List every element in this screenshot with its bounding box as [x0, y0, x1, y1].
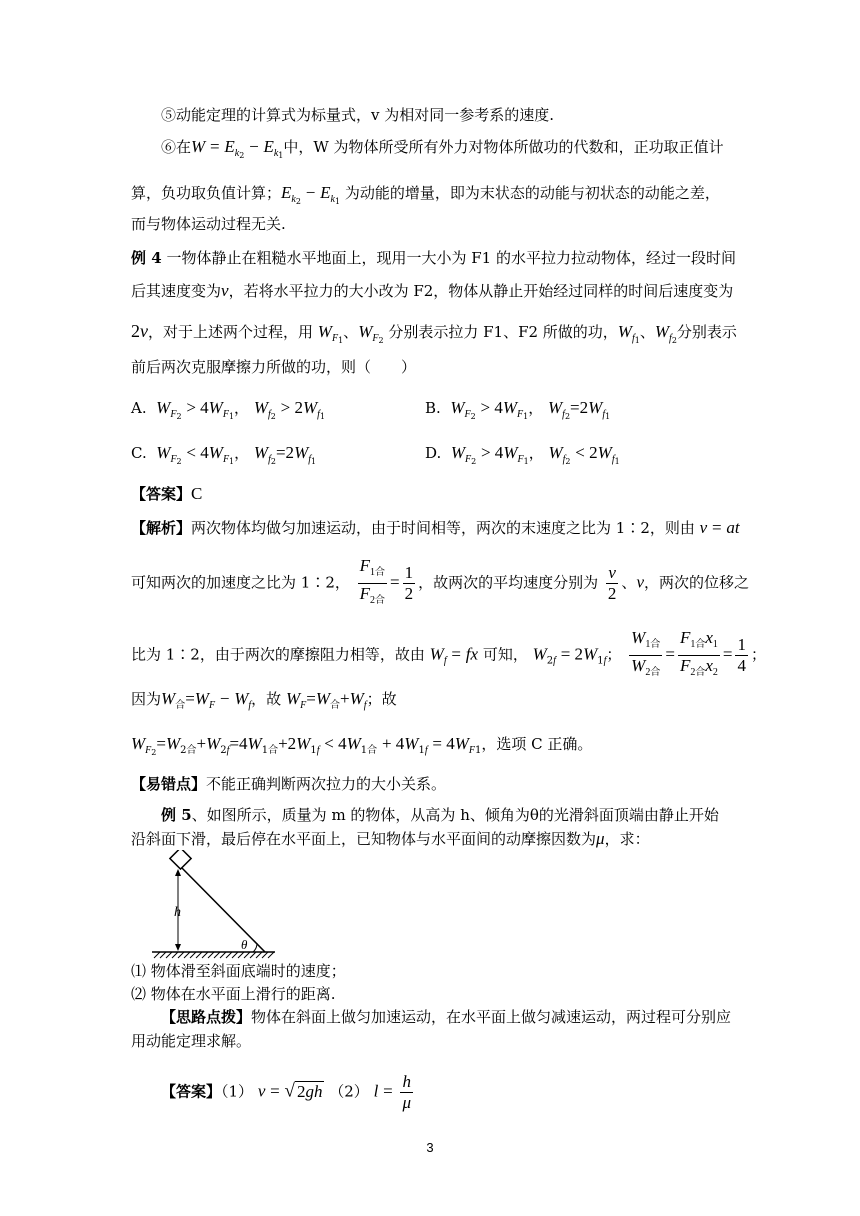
note-6-line2: 算，负功取负值计算；$E_{k_2} - E_{k_1}$ 为动能的增量，即为末状态的动能与初状态的动能之差， [131, 183, 720, 206]
option-c: C. $W_{F_2} < 4W_{F_1}$， $W_{f_2}=2W_{f_1}$ [131, 443, 317, 466]
analysis-line5: $W_{F_2}=W_{2合}+W_{2f}=4W_{1合}+2W_{1f} < 4W_{1合} + 4W_{1f} = 4W_{F1}$，选项 C 正确。 [131, 734, 593, 757]
note-6-line3: 而与物体运动过程无关. [131, 215, 286, 233]
option-d: D. $W_{F_2} > 4W_{F_1}$， $W_{f_2} < 2W_{f_1}$ [425, 443, 620, 466]
page-number: 3 [426, 1140, 434, 1155]
option-a: A. $W_{F_2} > 4W_{F_1}$， $W_{f_2} > 2W_{f_1}$ [131, 398, 326, 421]
example-5-line1: 例 5、如图所示，质量为 m 的物体，从高为 h、倾角为θ的光滑斜面顶端由静止开始 [161, 806, 719, 824]
example-4-line2: 后其速度变为v，若将水平拉力的大小改为 F2，物体从静止开始经过同样的时间后速度变为 [131, 281, 734, 300]
example-4-line1: 例 4 一物体静止在粗糙水平地面上，现用一大小为 F1 的水平拉力拉动物体，经过一段时间 [131, 249, 736, 267]
ground-hatching [154, 952, 274, 958]
mistake-point: 【易错点】不能正确判断两次拉力的大小关系。 [131, 775, 447, 793]
incline-figure [147, 850, 287, 960]
block [170, 850, 191, 869]
answer: 【答案】C [131, 484, 203, 503]
analysis-line2: 可知两次的加速度之比为 1∶2， $\frac{F_{1合}}{F_{2合}}$ = $\frac{1}{2}$ ，故两次的平均速度分别为 $\frac{v}{2}$ 、v，两次的位移之 [131, 556, 749, 606]
example-4-line4: 前后两次克服摩擦力所做的功，则（ ） [131, 358, 417, 376]
option-b: B. $W_{F_2} > 4W_{F_1}$， $W_{f_2}=2W_{f_1}$ [425, 398, 611, 421]
incline-line [179, 865, 265, 952]
example-4-line3: 2v，对于上述两个过程，用 $W_{F_1}$、$W_{F_2}$ 分别表示拉力 F1、F2 所做的功，$W_{f_1}$、$W_{f_2}$分别表示 [131, 321, 737, 345]
analysis-line3: 比为 1∶2，由于两次的摩擦阻力相等，故由 $W_f$ = fx 可知， $W_{2f} = 2W_{1f}$； $\frac{W_{1合}}{W_{2合}}$ = $\frac{F_{1合}x_1}{F_{2合}x_2}$ = $\frac{1}{4}$ ； [131, 628, 766, 678]
example-5-answer: 【答案】（1） v = √ 2gh （2） l = $\frac{h}{\mu}$ [161, 1072, 412, 1112]
theta-label: θ [241, 937, 248, 952]
example-5-line2: 沿斜面下滑，最后停在水平面上，已知物体与水平面间的动摩擦因数为μ，求： [131, 829, 650, 848]
question-2: ⑵ 物体在水平面上滑行的距离. [131, 985, 336, 1003]
hint-line2: 用动能定理求解。 [131, 1032, 252, 1050]
hint-line1: 【思路点拨】物体在斜面上做匀加速运动，在水平面上做匀减速运动，两过程可分别应 [161, 1008, 732, 1026]
note-5: ⑤动能定理的计算式为标量式，v 为相对同一参考系的速度. [161, 106, 555, 124]
analysis-line4: 因为$W_合=W_F - W_f$，故 $W_F=W_合+W_f$；故 [131, 689, 397, 711]
note-6-line1: ⑥在$W = E_{k_2} - E_{k_1}$中，W 为物体所受所有外力对物体所做功的代数和，正功取正值计 [161, 137, 724, 160]
question-1: ⑴ 物体滑至斜面底端时的速度； [131, 962, 346, 980]
analysis-line1: 【解析】两次物体均做匀加速运动，由于时间相等，两次的末速度之比为 1∶2，则由 v = at [131, 518, 740, 537]
height-label: h [174, 905, 181, 920]
